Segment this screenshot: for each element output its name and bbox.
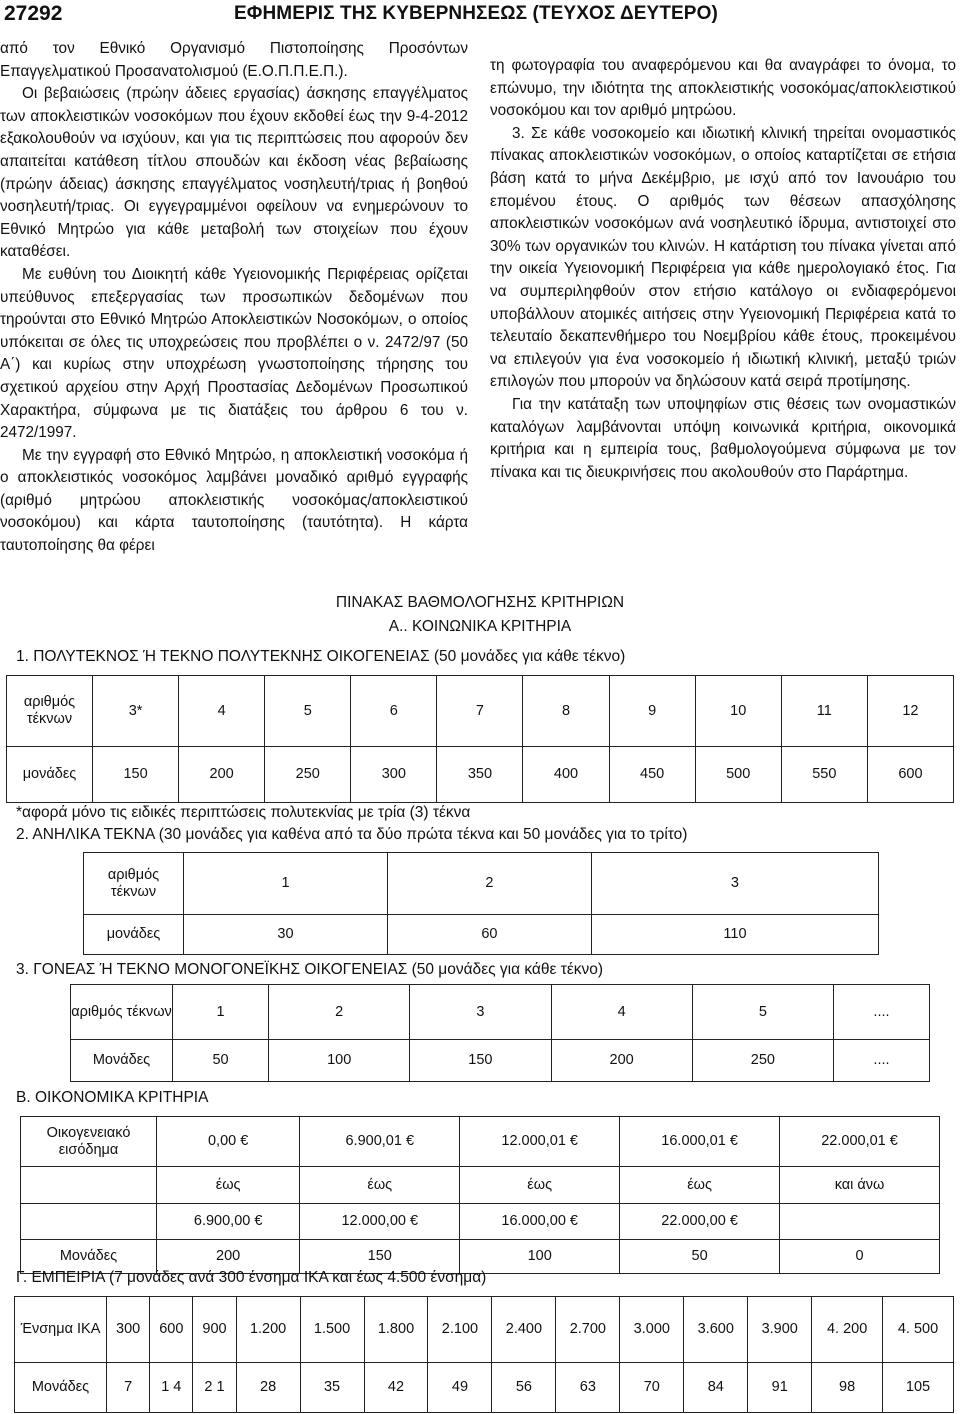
row-label: αριθμός τέκνων <box>71 985 173 1040</box>
table-cell: 22.000,00 € <box>620 1204 780 1240</box>
table-cell: 11 <box>781 676 867 747</box>
left-column <box>0 38 468 558</box>
table-cell: 3 <box>591 853 878 915</box>
table-cell: 0 <box>780 1240 940 1274</box>
table-cell: 4. 500 <box>883 1297 954 1363</box>
table-row <box>71 1040 930 1082</box>
table-cell: 1 <box>173 985 269 1040</box>
table-row <box>15 1363 954 1413</box>
table-cell: έως <box>620 1167 780 1204</box>
table-cell: 450 <box>609 747 695 803</box>
table-cell: 35 <box>300 1363 364 1413</box>
table-cell: 3.600 <box>684 1297 748 1363</box>
table-row <box>21 1167 940 1204</box>
table-cell: 2.400 <box>492 1297 556 1363</box>
table-cell: 8 <box>523 676 609 747</box>
table-cell: 12.000,01 € <box>460 1117 620 1167</box>
table-cell: 4. 200 <box>812 1297 883 1363</box>
empty-cell <box>21 1204 157 1240</box>
table-cell: 28 <box>236 1363 300 1413</box>
row-label: Μονάδες <box>15 1363 107 1413</box>
table-cell: 9 <box>609 676 695 747</box>
paragraph: Με ευθύνη του Διοικητή κάθε Υγειονομικής Περιφέρειας ορίζεται υπεύθυνος επεξεργασίας των προσωπικών δεδομένων που τηρούνται στο Εθνικό Μητρώο Αποκλειστικών Νοσοκόμων, ο οποίος υπόκειται σε όλες τις υποχρεώσεις που προβλέπει ο ν. 2472/97 (50 Α΄) και κυρίως στην υποχρέωση γνωστοποίησης τήρησης του σχετικού αρχείου στην Αρχή Προστασίας Δεδομένων Προσωπικού Χαρακτήρα, σύμφωνα με τις διατάξεις του άρθρου 6 του ν. 2472/1997. <box>0 265 468 442</box>
table-cell: 2.700 <box>556 1297 620 1363</box>
table-cell: 3.000 <box>620 1297 684 1363</box>
single-parent-table <box>70 984 930 1082</box>
table-cell: 70 <box>620 1363 684 1413</box>
table-cell: 91 <box>748 1363 812 1413</box>
table-cell: 7 <box>107 1363 150 1413</box>
large-family-table <box>6 675 954 803</box>
table-cell: 600 <box>867 747 953 803</box>
table-cell: 150 <box>300 1240 460 1274</box>
table-cell: 250 <box>265 747 351 803</box>
table-cell: 4 <box>179 676 265 747</box>
social-criteria-title: Α.. ΚΟΙΝΩΝΙΚΑ ΚΡΙΤΗΡΙΑ <box>388 618 572 635</box>
table-cell: 5 <box>265 676 351 747</box>
section-3-heading: 3. ΓΟΝΕΑΣ Ή ΤΕΚΝΟ ΜΟΝΟΓΟΝΕΪΚΗΣ ΟΙΚΟΓΕΝΕΙΑΣ (50 μονάδες για κάθε τέκνο) <box>16 961 604 978</box>
table-cell: 1 4 <box>150 1363 193 1413</box>
table-row <box>7 676 954 747</box>
table-cell: 60 <box>387 915 591 955</box>
table-cell <box>780 1204 940 1240</box>
table-cell: 7 <box>437 676 523 747</box>
table-cell: 10 <box>695 676 781 747</box>
paragraph: Οι βεβαιώσεις (πρώην άδειες εργασίας) άσκησης επαγγέλματος των αποκλειστικών νοσοκόμων που έχουν εκδοθεί έως την 9-4-2012 εξακολουθούν να ισχύουν, και για τις περιπτώσεις που αφορούν δεν απαιτείται κατάθεση τίτλου σπουδών και έκδοση νέας βεβαίωσης (πρώην άδειας) άσκησης επαγγέλματος νοσηλευτή/τριας ή βοηθού νοσηλευτή/τριας. Οι εγγεγραμμένοι οφείλουν να ενημερώνουν το Εθνικό Μητρώο για κάθε μεταβολή των στοιχείων που έχουν καταθέσει. <box>0 85 468 261</box>
experience-table <box>14 1296 954 1413</box>
footnote: *αφορά μόνο τις ειδικές περιπτώσεις πολυτεκνίας με τρία (3) τέκνα <box>16 804 471 821</box>
table-cell: 16.000,01 € <box>620 1117 780 1167</box>
table-row <box>71 985 930 1040</box>
table-cell: 100 <box>269 1040 410 1082</box>
table-cell: 22.000,01 € <box>780 1117 940 1167</box>
section-2-heading: 2. ΑΝΗΛΙΚΑ ΤΕΚΝΑ (30 μονάδες για καθένα από τα δύο πρώτα τέκνα και 50 μονάδες για το τρίτο) <box>16 826 688 843</box>
table-cell: 350 <box>437 747 523 803</box>
table-cell: 500 <box>695 747 781 803</box>
row-label: αριθμός τέκνων <box>84 853 184 915</box>
section-1-heading: 1. ΠΟΛΥΤΕΚΝΟΣ Ή ΤΕΚΝΟ ΠΟΛΥΤΕΚΝΗΣ ΟΙΚΟΓΕΝΕΙΑΣ (50 μονάδες για κάθε τέκνο) <box>16 648 626 665</box>
table-cell: 6.900,00 € <box>157 1204 300 1240</box>
table-cell: έως <box>460 1167 620 1204</box>
paragraph: Με την εγγραφή στο Εθνικό Μητρώο, η αποκλειστική νοσοκόμα ή ο αποκλειστικός νοσοκόμος λαμβάνει μοναδικό αριθμό εγγραφής (αριθμό μητρώου αποκλειστικής νοσοκόμας/αποκλειστικού νοσοκόμου) και κάρτα ταυτοποίησης (ταυτότητα). Η κάρτα ταυτοποίησης θα φέρει <box>0 446 468 555</box>
row-label: αριθμός τέκνων <box>7 676 93 747</box>
economic-criteria-heading: Β. ΟΙΚΟΝΟΜΙΚΑ ΚΡΙΤΗΡΙΑ <box>16 1089 209 1106</box>
table-cell: και άνω <box>780 1167 940 1204</box>
table-row <box>7 747 954 803</box>
table-cell: 1.500 <box>300 1297 364 1363</box>
paragraph: 3. Σε κάθε νοσοκομείο και ιδιωτική κλινική τηρείται ονομαστικός πίνακας αποκλειστικών νοσοκόμων, ο οποίος καταρτίζεται σε ετήσια βάση κατά το μήνα Δεκέμβριο, με ισχύ από τον Ιανουάριο του επομένου έτους. Ο αριθμός των θέσεων απασχόλησης αποκλειστικών νοσοκόμων ανά νοσηλευτικό ίδρυμα, αντιστοιχεί στο 30% των οργανικών του κλινών. Η κατάρτιση του πίνακα γίνεται από την οικεία Υγειονομική Περιφέρεια για κάθε ημερολογιακό έτος. Για να συμπεριληφθούν στον ετήσιο κατάλογο οι ενδιαφερόμενοι υποβάλλουν ατομικές αιτήσεις στην Υγειονομική Περιφέρεια κατά το τελευταίο δεκαπενθήμερο του Νοεμβρίου κάθε έτους, προκειμένου να επιλεγούν για ένα νοσοκομείο ή ιδιωτική κλινική, μεταξύ τριών επιλογών που μπορούν να δηλώσουν κατά σειρά προτίμησης. <box>490 124 956 391</box>
table-row <box>84 853 879 915</box>
table-cell: 550 <box>781 747 867 803</box>
table-cell: 200 <box>179 747 265 803</box>
table-cell: 50 <box>173 1040 269 1082</box>
gazette-title: ΕΦΗΜΕΡΙΣ ΤΗΣ ΚΥΒΕΡΝΗΣΕΩΣ (ΤΕΥΧΟΣ ΔΕΥΤΕΡΟ) <box>234 3 718 24</box>
table-row <box>21 1117 940 1167</box>
table-cell: 6.900,01 € <box>300 1117 460 1167</box>
table-cell: 1.200 <box>236 1297 300 1363</box>
table-cell: 6 <box>351 676 437 747</box>
table-cell: 98 <box>812 1363 883 1413</box>
row-label: Οικογενειακό εισόδημα <box>21 1117 157 1167</box>
table-row <box>21 1204 940 1240</box>
table-cell: 2.100 <box>428 1297 492 1363</box>
page-header <box>0 0 960 36</box>
table-cell: 300 <box>107 1297 150 1363</box>
table-cell: 30 <box>184 915 388 955</box>
table-cell: 1 <box>184 853 388 915</box>
table-cell: .... <box>833 985 929 1040</box>
table-cell: 84 <box>684 1363 748 1413</box>
minor-children-table <box>83 852 879 955</box>
table-title: ΠΙΝΑΚΑΣ ΒΑΘΜΟΛΟΓΗΣΗΣ ΚΡΙΤΗΡΙΩΝ <box>335 594 625 611</box>
table-cell: 12 <box>867 676 953 747</box>
table-cell: 3 <box>410 985 551 1040</box>
table-cell: 2 1 <box>193 1363 236 1413</box>
right-column <box>490 55 956 484</box>
table-cell: 300 <box>351 747 437 803</box>
row-label: Μονάδες <box>21 1240 157 1274</box>
table-cell: 5 <box>692 985 833 1040</box>
table-cell: 16.000,00 € <box>460 1204 620 1240</box>
table-cell: 3* <box>93 676 179 747</box>
table-cell: 150 <box>93 747 179 803</box>
row-label: μονάδες <box>7 747 93 803</box>
table-cell: 900 <box>193 1297 236 1363</box>
table-cell: 100 <box>460 1240 620 1274</box>
paragraph: Για την κατάταξη των υποψηφίων στις θέσεις των ονομαστικών καταλόγων λαμβάνονται υπόψη κοινωνικά κριτήρια, οικονομικά κριτήρια και η εμπειρία τους, βαθμολογούμενα σύμφωνα με τον πίνακα και τις διευκρινήσεις που ακολουθούν στο Παράρτημα. <box>490 395 956 481</box>
experience-heading: Γ. ΕΜΠΕΙΡΙΑ (7 μονάδες ανά 300 ένσημα ΙΚΑ και έως 4.500 ένσημα) <box>16 1269 487 1286</box>
table-cell: 250 <box>692 1040 833 1082</box>
table-cell: 63 <box>556 1363 620 1413</box>
table-cell: 12.000,00 € <box>300 1204 460 1240</box>
table-cell: 56 <box>492 1363 556 1413</box>
table-cell: 1.800 <box>364 1297 428 1363</box>
paragraph: από τον Εθνικό Οργανισμό Πιστοποίησης Προσόντων Επαγγελματικού Προσανατολισμού (Ε.Ο.Π.Π.Ε.Π.). <box>0 40 468 80</box>
empty-cell <box>21 1167 157 1204</box>
table-cell: 150 <box>410 1040 551 1082</box>
table-cell: 2 <box>387 853 591 915</box>
table-cell: 2 <box>269 985 410 1040</box>
table-cell: 200 <box>157 1240 300 1274</box>
paragraph: τη φωτογραφία του αναφερόμενου και θα αναγράφει το όνομα, το επώνυμο, την ιδιότητα της αποκλειστικής νοσοκόμας/αποκλειστικού νοσοκόμου και τον αριθμό μητρώου. <box>490 57 956 120</box>
table-cell: έως <box>300 1167 460 1204</box>
table-cell: έως <box>157 1167 300 1204</box>
table-cell: 600 <box>150 1297 193 1363</box>
table-cell: 4 <box>551 985 692 1040</box>
page-number: 27292 <box>4 2 63 25</box>
table-cell: 105 <box>883 1363 954 1413</box>
table-cell: 3.900 <box>748 1297 812 1363</box>
row-label: Ένσημα ΙΚΑ <box>15 1297 107 1363</box>
table-row <box>84 915 879 955</box>
table-cell: 42 <box>364 1363 428 1413</box>
table-cell: 0,00 € <box>157 1117 300 1167</box>
row-label: μονάδες <box>84 915 184 955</box>
income-table <box>20 1116 940 1274</box>
table-cell: 49 <box>428 1363 492 1413</box>
table-row <box>15 1297 954 1363</box>
table-cell: 110 <box>591 915 878 955</box>
table-cell: .... <box>833 1040 929 1082</box>
row-label: Μονάδες <box>71 1040 173 1082</box>
table-cell: 400 <box>523 747 609 803</box>
table-cell: 200 <box>551 1040 692 1082</box>
table-cell: 50 <box>620 1240 780 1274</box>
